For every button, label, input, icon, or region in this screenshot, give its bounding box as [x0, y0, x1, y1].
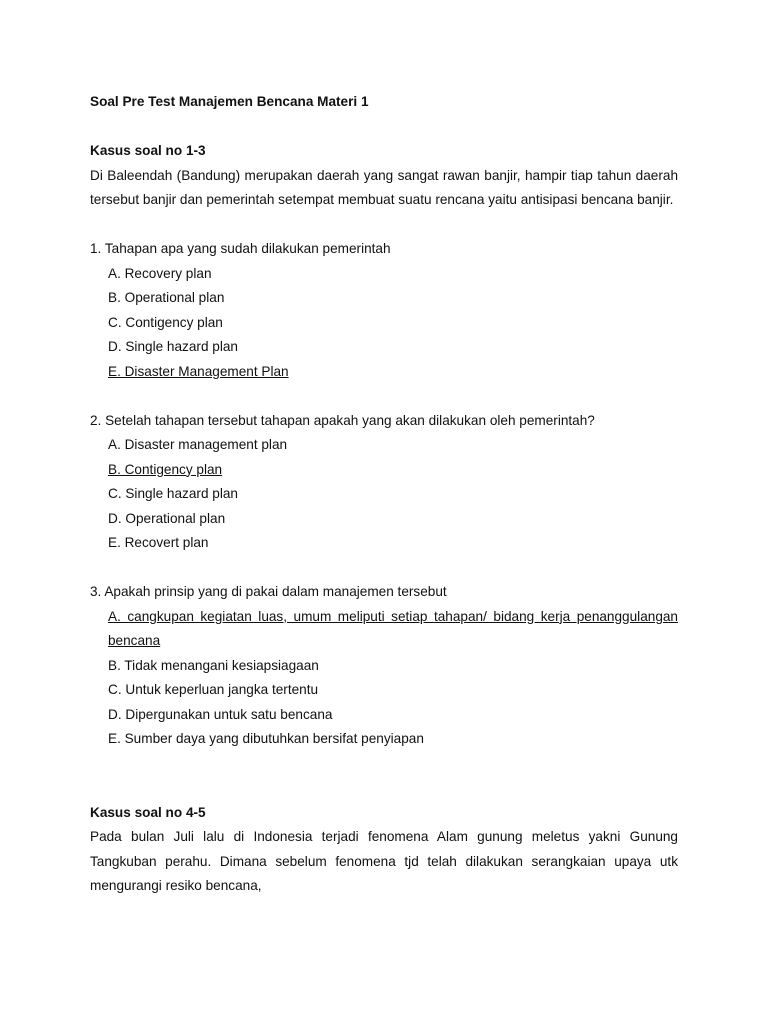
option-2e: E. Recovert plan: [108, 535, 209, 550]
spacer: [90, 213, 678, 238]
option-3c: C. Untuk keperluan jangka tertentu: [108, 682, 319, 697]
option-2a: A. Disaster management plan: [108, 437, 288, 452]
question-1: 1. Tahapan apa yang sudah dilakukan pemerintah: [90, 241, 391, 256]
option-1a: A. Recovery plan: [108, 265, 212, 281]
case-2-heading: Kasus soal no 4-5: [90, 804, 206, 820]
option-2d: D. Operational plan: [108, 510, 226, 526]
spacer: [90, 556, 678, 581]
option-3e: E. Sumber daya yang dibutuhkan bersifat penyiapan: [108, 731, 424, 746]
question-1-options: [90, 262, 678, 385]
spacer: [90, 752, 678, 801]
document-title: Soal Pre Test Manajemen Bencana Materi 1: [90, 94, 369, 109]
option-2c: C. Single hazard plan: [108, 486, 238, 501]
option-1e-answer: E. Disaster Management Plan: [108, 363, 289, 379]
question-2-options: [90, 433, 678, 556]
case-2-text: Pada bulan Juli lalu di Indonesia terjadi fenomena Alam gunung meletus yakni Gunung Tangkuban perahu. Dimana sebelum fenomena tjd telah dilakukan serangkaian upaya utk mengurangi resiko bencana,: [90, 829, 678, 893]
question-2: 2. Setelah tahapan tersebut tahapan apakah yang akan dilakukan oleh pemerintah?: [90, 412, 595, 428]
option-3d: D. Dipergunakan untuk satu bencana: [108, 706, 333, 722]
spacer: [90, 384, 678, 409]
case-1-heading: Kasus soal no 1-3: [90, 143, 206, 158]
question-3-options: [90, 605, 678, 752]
option-3a-answer: A. cangkupan kegiatan luas, umum meliputi setiap tahapan/ bidang kerja penanggulangan bencana: [108, 608, 678, 648]
spacer: [90, 115, 678, 140]
question-3: 3. Apakah prinsip yang di pakai dalam manajemen tersebut: [90, 584, 447, 599]
option-1d: D. Single hazard plan: [108, 339, 238, 354]
option-2b-answer: B. Contigency plan: [108, 461, 223, 477]
option-3b: B. Tidak menangani kesiapsiagaan: [108, 657, 319, 673]
case-1-text: Di Baleendah (Bandung) merupakan daerah yang sangat rawan banjir, hampir tiap tahun daerah tersebut banjir dan pemerintah setempat membuat suatu rencana yaitu antisipasi bencana banjir.: [90, 167, 678, 207]
option-1b: B. Operational plan: [108, 290, 225, 305]
option-1c: C. Contigency plan: [108, 314, 223, 330]
document-page: [90, 90, 678, 899]
